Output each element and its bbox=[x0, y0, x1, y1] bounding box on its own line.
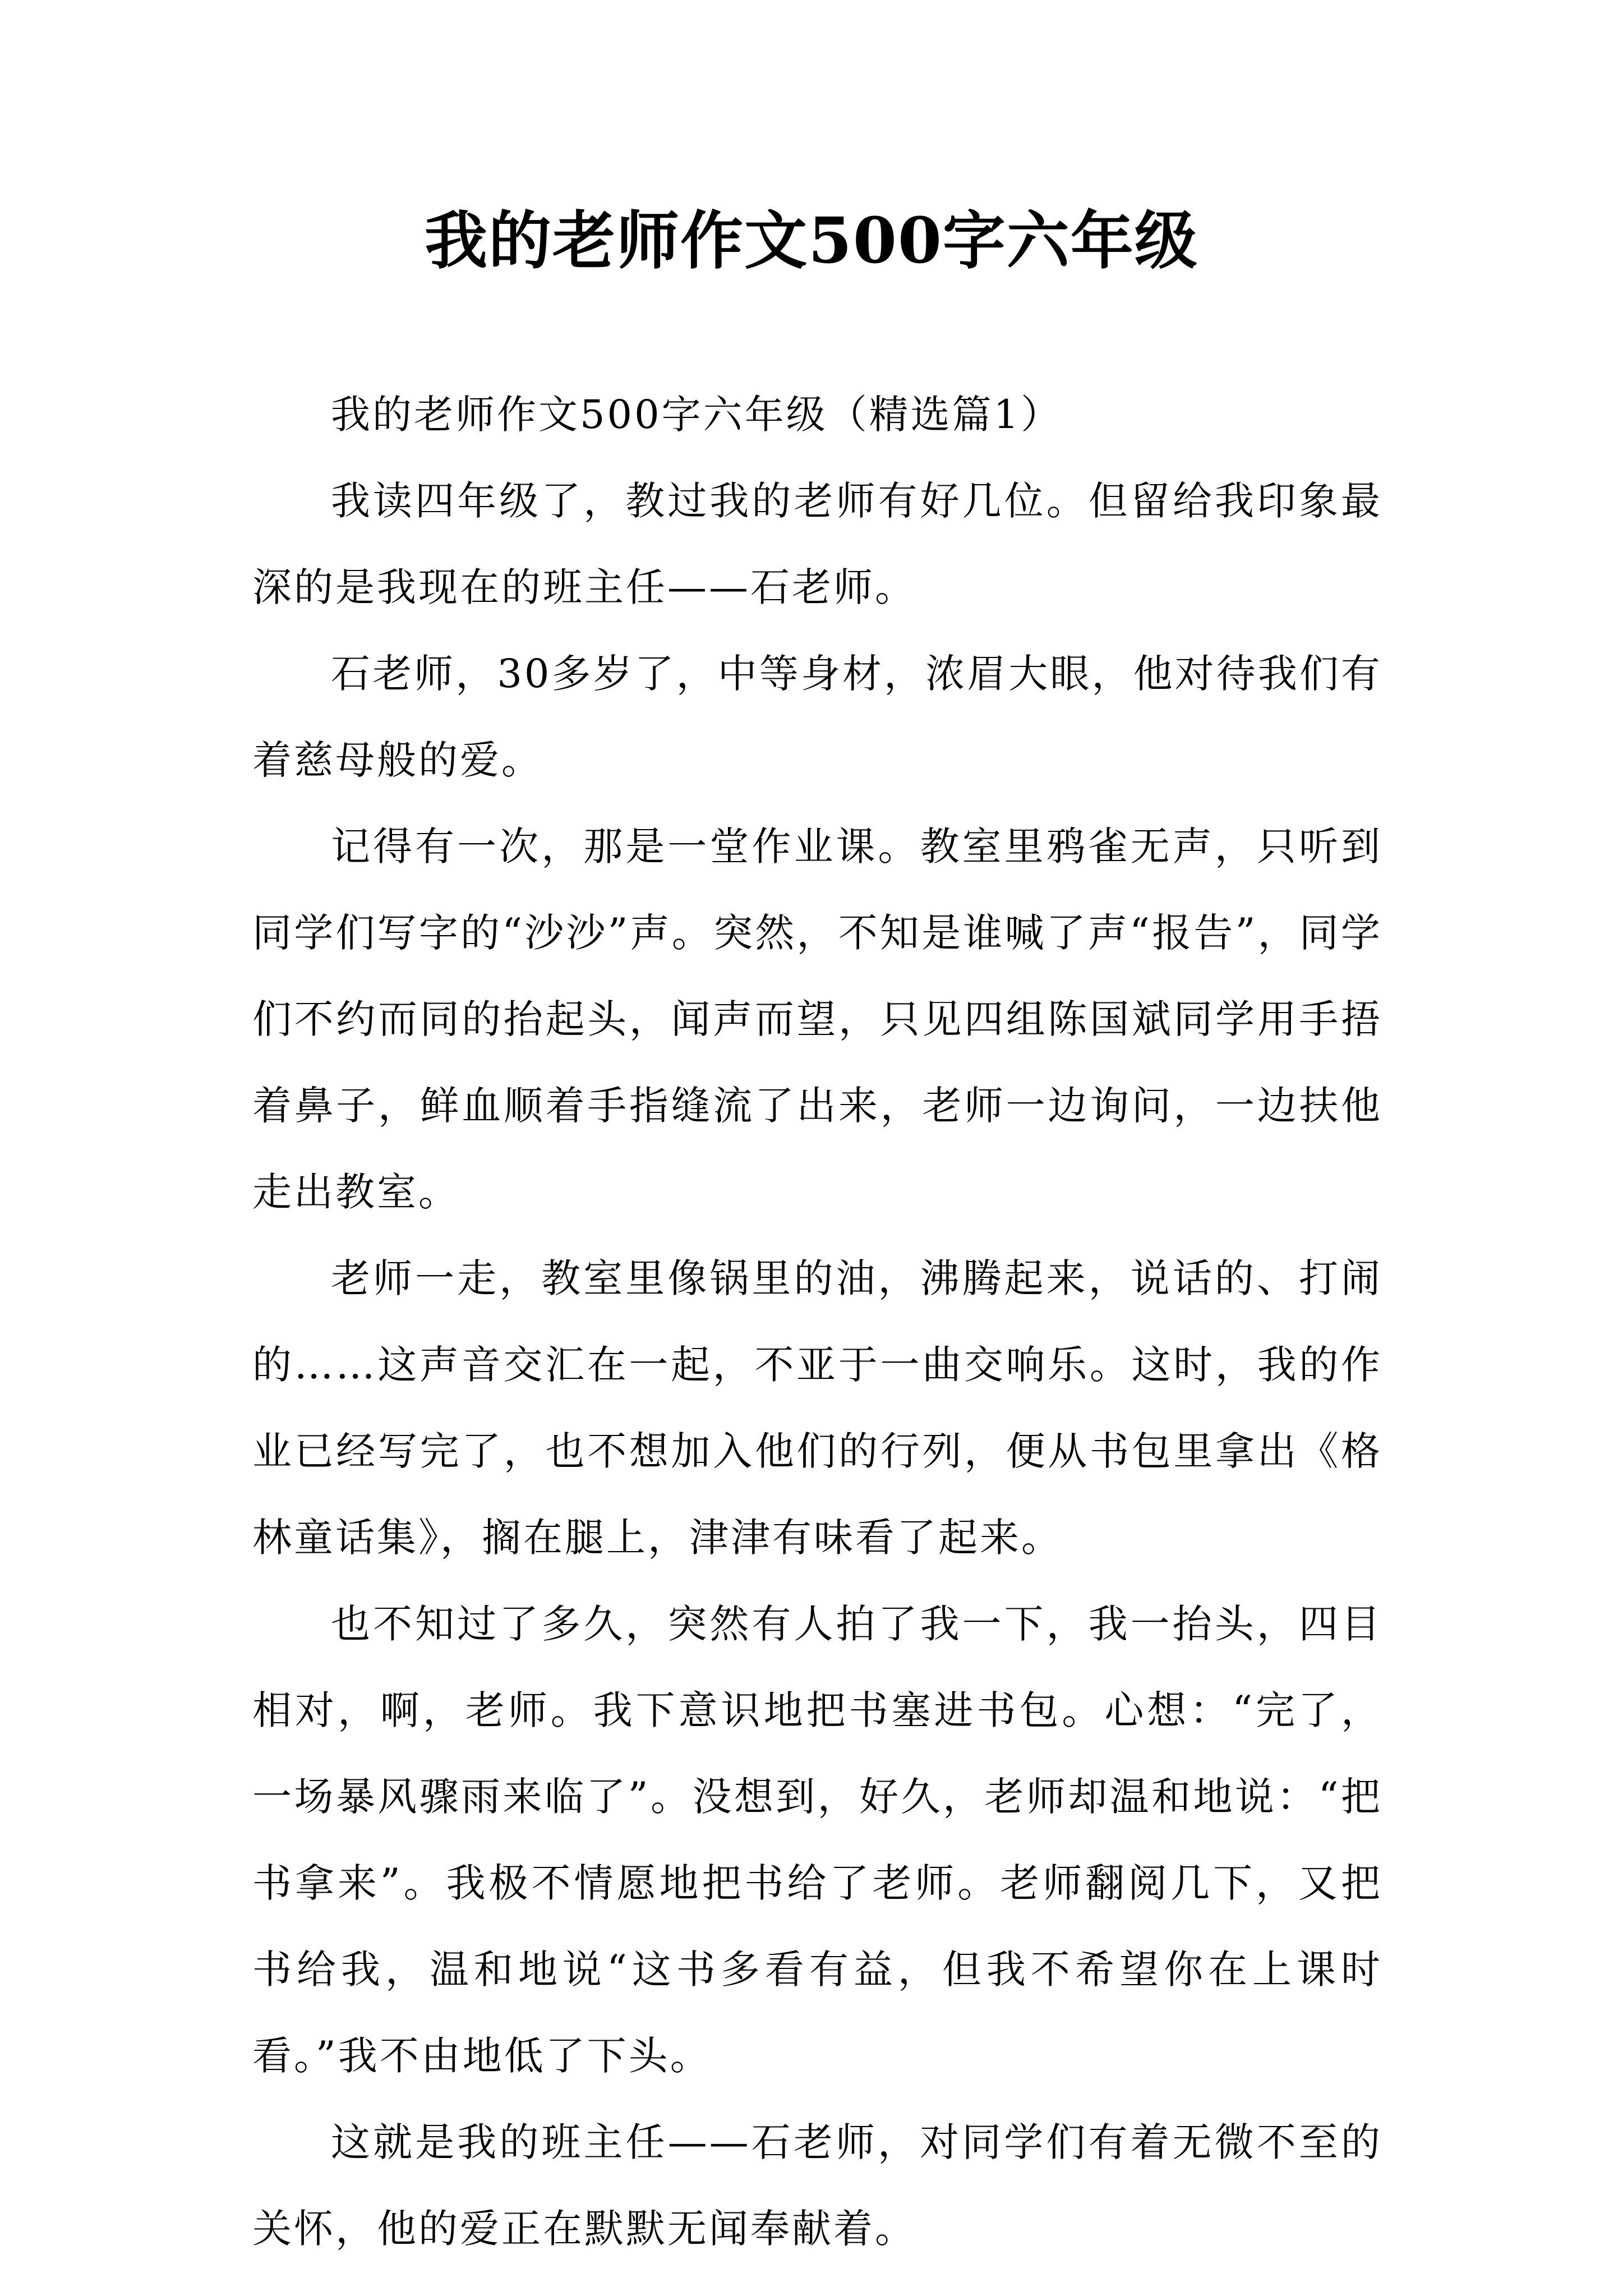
paragraph: 老师一走，教室里像锅里的油，沸腾起来，说话的、打闹的……这声音交汇在一起，不亚于一曲交响乐。这时，我的作业已经写完了，也不想加入他们的行列，便从书包里拿出《格林童话集》，搁在腿上，津津有味看了起来。 bbox=[252, 1255, 1382, 1561]
paragraph: 这就是我的班主任——石老师，对同学们有着无微不至的关怀，他的爱正在默默无闻奉献着。 bbox=[252, 2119, 1382, 2252]
paragraph-subtitle: 我的老师作文500字六年级（精选篇1） bbox=[331, 392, 1063, 438]
paragraph: 也不知过了多久，突然有人拍了我一下，我一抬头，四目相对，啊，老师。我下意识地把书塞进书包。心想：“完了，一场暴风骤雨来临了”。没想到，好久，老师却温和地说：“把书拿来”。我极不情愿地把书给了老师。老师翻阅几下，又把书给我，温和地说“这书多看有益，但我不希望你在上课时看。”我不由地低了下头。 bbox=[252, 1601, 1382, 2079]
paragraph: 记得有一次，那是一堂作业课。教室里鸦雀无声，只听到同学们写字的“沙沙”声。突然，不知是谁喊了声“报告”，同学们不约而同的抬起头，闻声而望，只见四组陈国斌同学用手捂着鼻子，鲜血顺着手指缝流了出来，老师一边询问，一边扶他走出教室。 bbox=[252, 823, 1382, 1215]
paragraph: 我读四年级了，教过我的老师有好几位。但留给我印象最深的是我现在的班主任——石老师。 bbox=[252, 478, 1382, 610]
document-title: 我的老师作文500字六年级 bbox=[425, 204, 1198, 278]
paragraph: 石老师，30多岁了，中等身材，浓眉大眼，他对待我们有着慈母般的爱。 bbox=[252, 651, 1382, 783]
document-body bbox=[252, 371, 1382, 2272]
